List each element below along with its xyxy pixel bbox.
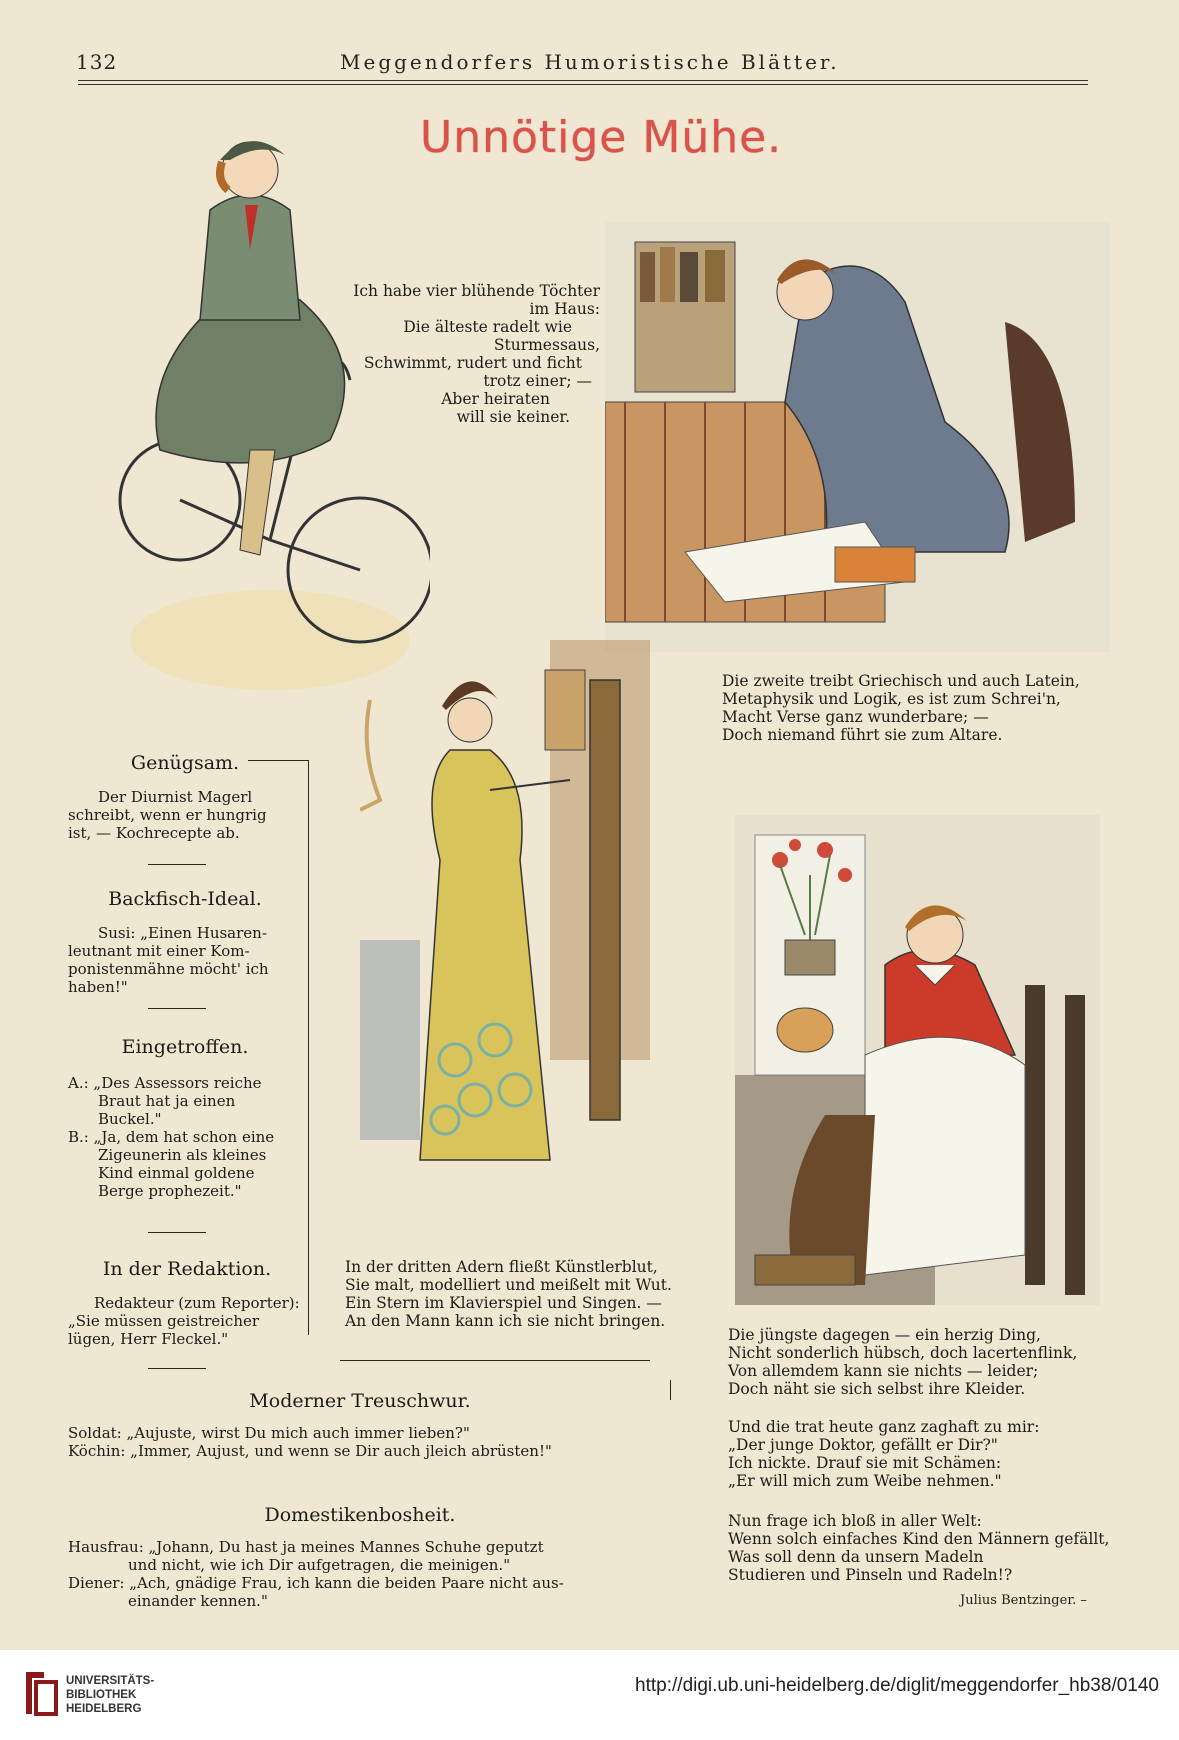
heading-backfisch: Backfisch-Ideal.	[108, 888, 262, 910]
text-redaktion	[68, 1294, 300, 1348]
heading-treuschwur: Moderner Treuschwur.	[249, 1390, 471, 1412]
stanza-6	[728, 1512, 1109, 1584]
text-line: Buckel."	[98, 1110, 162, 1128]
text-line: schreibt, wenn er hungrig	[68, 806, 267, 824]
text-line: ist, — Kochrecepte ab.	[68, 824, 240, 842]
text-line: B.: „Ja, dem hat schon eine	[68, 1128, 275, 1146]
frame-line	[670, 1380, 671, 1400]
text-treuschwur	[68, 1424, 552, 1460]
text-genuegsam	[68, 788, 267, 842]
verse-line: Schwimmt, rudert und ficht	[363, 354, 582, 372]
verse-line: will sie keiner.	[456, 408, 570, 426]
text-line: Soldat: „Aujuste, wirst Du mich auch immer lieben?"	[68, 1424, 470, 1442]
verse-line: Wenn solch einfaches Kind den Männern gefällt,	[728, 1530, 1110, 1548]
verse-line: Ein Stern im Klavierspiel und Singen. —	[345, 1294, 662, 1312]
verse-line: „Der junge Doktor, gefällt er Dir?"	[728, 1436, 998, 1454]
verse-line: im Haus:	[529, 300, 600, 318]
verse-line: Von allemdem kann sie nichts — leider;	[728, 1362, 1039, 1380]
divider	[148, 864, 206, 865]
text-line: Berge prophezeit."	[98, 1182, 242, 1200]
text-line: leutnant mit einer Kom-	[68, 942, 250, 960]
heading-genuegsam: Genügsam.	[130, 752, 240, 774]
stanza-2	[722, 672, 1080, 744]
verse-line: „Er will mich zum Weibe nehmen."	[728, 1472, 1002, 1490]
illustration-seamstress	[735, 815, 1100, 1305]
text-line: und nicht, wie ich Dir aufgetragen, die meinigen."	[128, 1556, 511, 1574]
verse-line: Und die trat heute ganz zaghaft zu mir:	[728, 1418, 1040, 1436]
verse-line: In der dritten Adern fließt Künstlerblut,	[345, 1258, 658, 1276]
header-rule	[78, 80, 1088, 81]
author-signature: Julius Bentzinger. –	[960, 1593, 1087, 1608]
stanza-4	[728, 1326, 1077, 1398]
text-line: A.: „Des Assessors reiche	[68, 1074, 262, 1092]
text-line: Diener: „Ach, gnädige Frau, ich kann die beiden Paare nicht aus-	[68, 1574, 564, 1592]
verse-line: Die zweite treibt Griechisch und auch Latein,	[722, 672, 1080, 690]
verse-line: Doch näht sie sich selbst ihre Kleider.	[728, 1380, 1026, 1398]
source-url-link[interactable]: http://digi.ub.uni-heidelberg.de/diglit/meggendorfer_hb38/0140	[635, 1675, 1159, 1696]
verse-line: Die älteste radelt wie	[403, 318, 572, 336]
heading-domestiken: Domestikenbosheit.	[264, 1504, 456, 1526]
university-logo-icon	[22, 1668, 60, 1718]
verse-line: Metaphysik und Logik, es ist zum Schrei'n,	[722, 690, 1061, 708]
verse-line: Nicht sonderlich hübsch, doch lacertenflink,	[728, 1344, 1078, 1362]
verse-line: trotz einer; —	[483, 372, 592, 390]
verse-line: Studieren und Pinseln und Radeln!?	[728, 1566, 1013, 1584]
verse-line: Sie malt, modelliert und meißelt mit Wut.	[345, 1276, 672, 1294]
illustration-student	[605, 222, 1110, 652]
text-backfisch	[68, 924, 269, 996]
text-line: Zigeunerin als kleines	[98, 1146, 267, 1164]
text-line: einander kennen."	[128, 1592, 268, 1610]
text-line: Köchin: „Immer, Aujust, und wenn se Dir auch jleich abrüsten!"	[68, 1442, 552, 1460]
text-line: Redakteur (zum Reporter):	[94, 1294, 300, 1312]
text-eingetroffen	[68, 1074, 274, 1200]
text-line: haben!"	[68, 978, 128, 996]
frame-line	[340, 1360, 650, 1361]
text-line: Kind einmal goldene	[98, 1164, 255, 1182]
institution-line: HEIDELBERG	[66, 1703, 142, 1715]
stanza-3	[345, 1258, 672, 1330]
stanza-1	[300, 282, 600, 426]
verse-line: Was soll denn da unsern Madeln	[728, 1548, 984, 1566]
verse-line: Doch niemand führt sie zum Altare.	[722, 726, 1003, 744]
divider	[148, 1368, 206, 1369]
verse-line: Nun frage ich bloß in aller Welt:	[728, 1512, 982, 1530]
verse-line: Aber heiraten	[441, 390, 550, 408]
verse-line: Ich nickte. Drauf sie mit Schämen:	[728, 1454, 1002, 1472]
verse-line: An den Mann kann ich sie nicht bringen.	[345, 1312, 666, 1330]
stanza-5	[728, 1418, 1039, 1490]
heading-redaktion: In der Redaktion.	[102, 1258, 272, 1280]
institution-line: BIBLIOTHEK	[66, 1689, 137, 1701]
divider	[148, 1008, 206, 1009]
text-line: lügen, Herr Fleckel."	[68, 1330, 229, 1348]
verse-line: Die jüngste dagegen — ein herzig Ding,	[728, 1326, 1041, 1344]
text-domestiken	[68, 1538, 564, 1610]
institution-line: UNIVERSITÄTS-	[66, 1675, 155, 1687]
text-line: Susi: „Einen Husaren-	[98, 924, 267, 942]
divider	[148, 1232, 206, 1233]
text-line: ponistenmähne möcht' ich	[68, 960, 269, 978]
text-line: Der Diurnist Magerl	[98, 788, 253, 806]
frame-line	[308, 760, 309, 1335]
verse-line: Sturmessaus,	[493, 336, 600, 354]
institution-name	[66, 1674, 154, 1716]
text-line: Braut hat ja einen	[98, 1092, 236, 1110]
verse-line: Macht Verse ganz wunderbare; —	[722, 708, 989, 726]
text-line: „Sie müssen geistreicher	[68, 1312, 260, 1330]
page-number: 132	[76, 50, 118, 74]
heading-eingetroffen: Eingetroffen.	[121, 1036, 249, 1058]
header-rule-2	[78, 84, 1088, 85]
running-title: Meggendorfers Humoristische Blätter.	[340, 50, 840, 74]
text-line: Hausfrau: „Johann, Du hast ja meines Mannes Schuhe geputzt	[68, 1538, 544, 1556]
page-title: Unnötige Mühe.	[420, 112, 783, 163]
illustration-painter	[360, 640, 680, 1200]
verse-line: Ich habe vier blühende Töchter	[353, 282, 600, 300]
